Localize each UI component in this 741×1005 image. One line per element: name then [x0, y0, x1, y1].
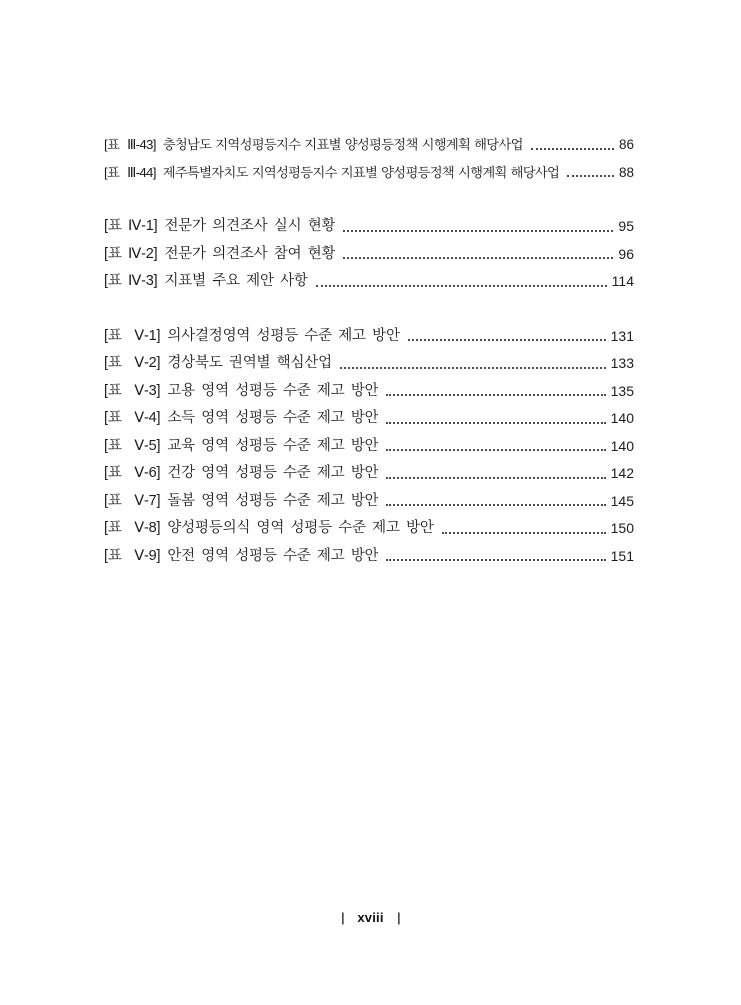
toc-entry-title: 돌봄 영역 성평등 수준 제고 방안	[167, 492, 379, 509]
toc-entry-title: 경상북도 권역별 핵심산업	[167, 355, 332, 371]
toc-entry-label: [표 Ⅴ-4]	[104, 410, 161, 426]
toc-entry	[104, 515, 634, 543]
dot-leader	[343, 230, 613, 232]
toc-entry-label: [표 Ⅴ-8]	[104, 520, 161, 536]
toc-entry-title: 충청남도 지역성평등지수 지표별 양성평등정책 시행계획 해당사업	[162, 137, 523, 152]
toc-entry-title: 건강 영역 성평등 수준 제고 방안	[167, 465, 379, 481]
toc-entry-title: 고용 영역 성평등 수준 제고 방안	[167, 382, 379, 399]
toc-entry-label: [표 Ⅳ-3]	[104, 273, 158, 289]
toc-entry-page: 95	[618, 218, 634, 234]
toc-entry	[104, 241, 634, 269]
toc-section-V	[104, 323, 634, 571]
toc-entry-page: 135	[610, 382, 634, 399]
toc-entry-page: 86	[618, 137, 634, 152]
toc-entry-page: 142	[610, 465, 634, 481]
dot-leader	[386, 394, 605, 396]
toc-entry-title: 소득 영역 성평등 수준 제고 방안	[167, 410, 379, 426]
toc-entry-label: [표 Ⅴ-7]	[104, 492, 161, 509]
dot-leader	[316, 285, 607, 287]
dot-leader	[343, 257, 613, 259]
toc-entry	[104, 131, 634, 159]
toc-entry	[104, 378, 634, 406]
toc-entry-title: 안전 영역 성평등 수준 제고 방안	[167, 547, 379, 564]
page-footer	[0, 910, 741, 925]
toc-entry	[104, 268, 634, 296]
toc-entry-label: [표 Ⅳ-2]	[104, 245, 158, 262]
toc-entry-page: 114	[611, 273, 634, 289]
toc-entry-label: [표 Ⅴ-9]	[104, 547, 161, 564]
toc-entry	[104, 323, 634, 351]
dot-leader	[386, 422, 605, 424]
toc-entry-title: 양성평등의식 영역 성평등 수준 제고 방안	[167, 520, 434, 536]
toc-entry-title: 지표별 주요 제안 사항	[164, 273, 308, 289]
toc-entry-title: 의사결정영역 성평등 수준 제고 방안	[167, 327, 400, 344]
toc-entry-title: 제주특별자치도 지역성평등지수 지표별 양성평등정책 시행계획 해당사업	[162, 164, 560, 180]
toc-entry	[104, 433, 634, 461]
toc-entry	[104, 460, 634, 488]
toc-entry-page: 133	[610, 355, 634, 371]
dot-leader	[531, 148, 614, 150]
toc-entry-label: [표 Ⅴ-1]	[104, 327, 161, 344]
toc-entry	[104, 405, 634, 433]
toc-entry-title: 전문가 의견조사 참여 현황	[164, 245, 336, 262]
toc-entry	[104, 543, 634, 571]
toc-entry-page: 140	[610, 410, 634, 426]
dot-leader	[340, 367, 606, 369]
toc-entry-title: 전문가 의견조사 실시 현황	[164, 218, 336, 234]
toc-entry-page: 150	[610, 520, 634, 536]
toc-entry	[104, 488, 634, 516]
toc-section-III	[104, 131, 634, 186]
toc-entry-page: 140	[610, 437, 634, 454]
toc-entry-label: [표 Ⅴ-3]	[104, 382, 161, 399]
toc-entry-page: 145	[610, 492, 634, 509]
dot-leader	[386, 504, 605, 506]
dot-leader	[386, 449, 605, 451]
toc-entry-label: [표 Ⅲ-43]	[104, 137, 156, 152]
toc-entry	[104, 159, 634, 187]
toc-entry-title: 교육 영역 성평등 수준 제고 방안	[167, 437, 379, 454]
toc-entry-label: [표 Ⅲ-44]	[104, 164, 156, 180]
toc-entry-label: [표 Ⅴ-2]	[104, 355, 161, 371]
toc-entry-label: [표 Ⅴ-5]	[104, 437, 161, 454]
toc-entry	[104, 350, 634, 378]
footer-left-bar: |	[340, 910, 344, 925]
toc-entry-label: [표 Ⅴ-6]	[104, 465, 161, 481]
dot-leader	[442, 532, 606, 534]
toc-entry-page: 88	[618, 164, 634, 180]
footer-right-bar: |	[397, 910, 401, 925]
toc-entry-page: 151	[610, 547, 634, 564]
toc-entry-label: [표 Ⅳ-1]	[104, 218, 158, 234]
toc-entry-page: 96	[618, 245, 634, 262]
list-of-tables	[104, 131, 634, 570]
dot-leader	[567, 175, 614, 177]
page-number: xviii	[357, 910, 384, 925]
toc-entry	[104, 213, 634, 241]
dot-leader	[408, 339, 606, 341]
dot-leader	[386, 559, 605, 561]
toc-section-IV	[104, 213, 634, 296]
toc-entry-page: 131	[610, 327, 634, 344]
dot-leader	[386, 477, 605, 479]
